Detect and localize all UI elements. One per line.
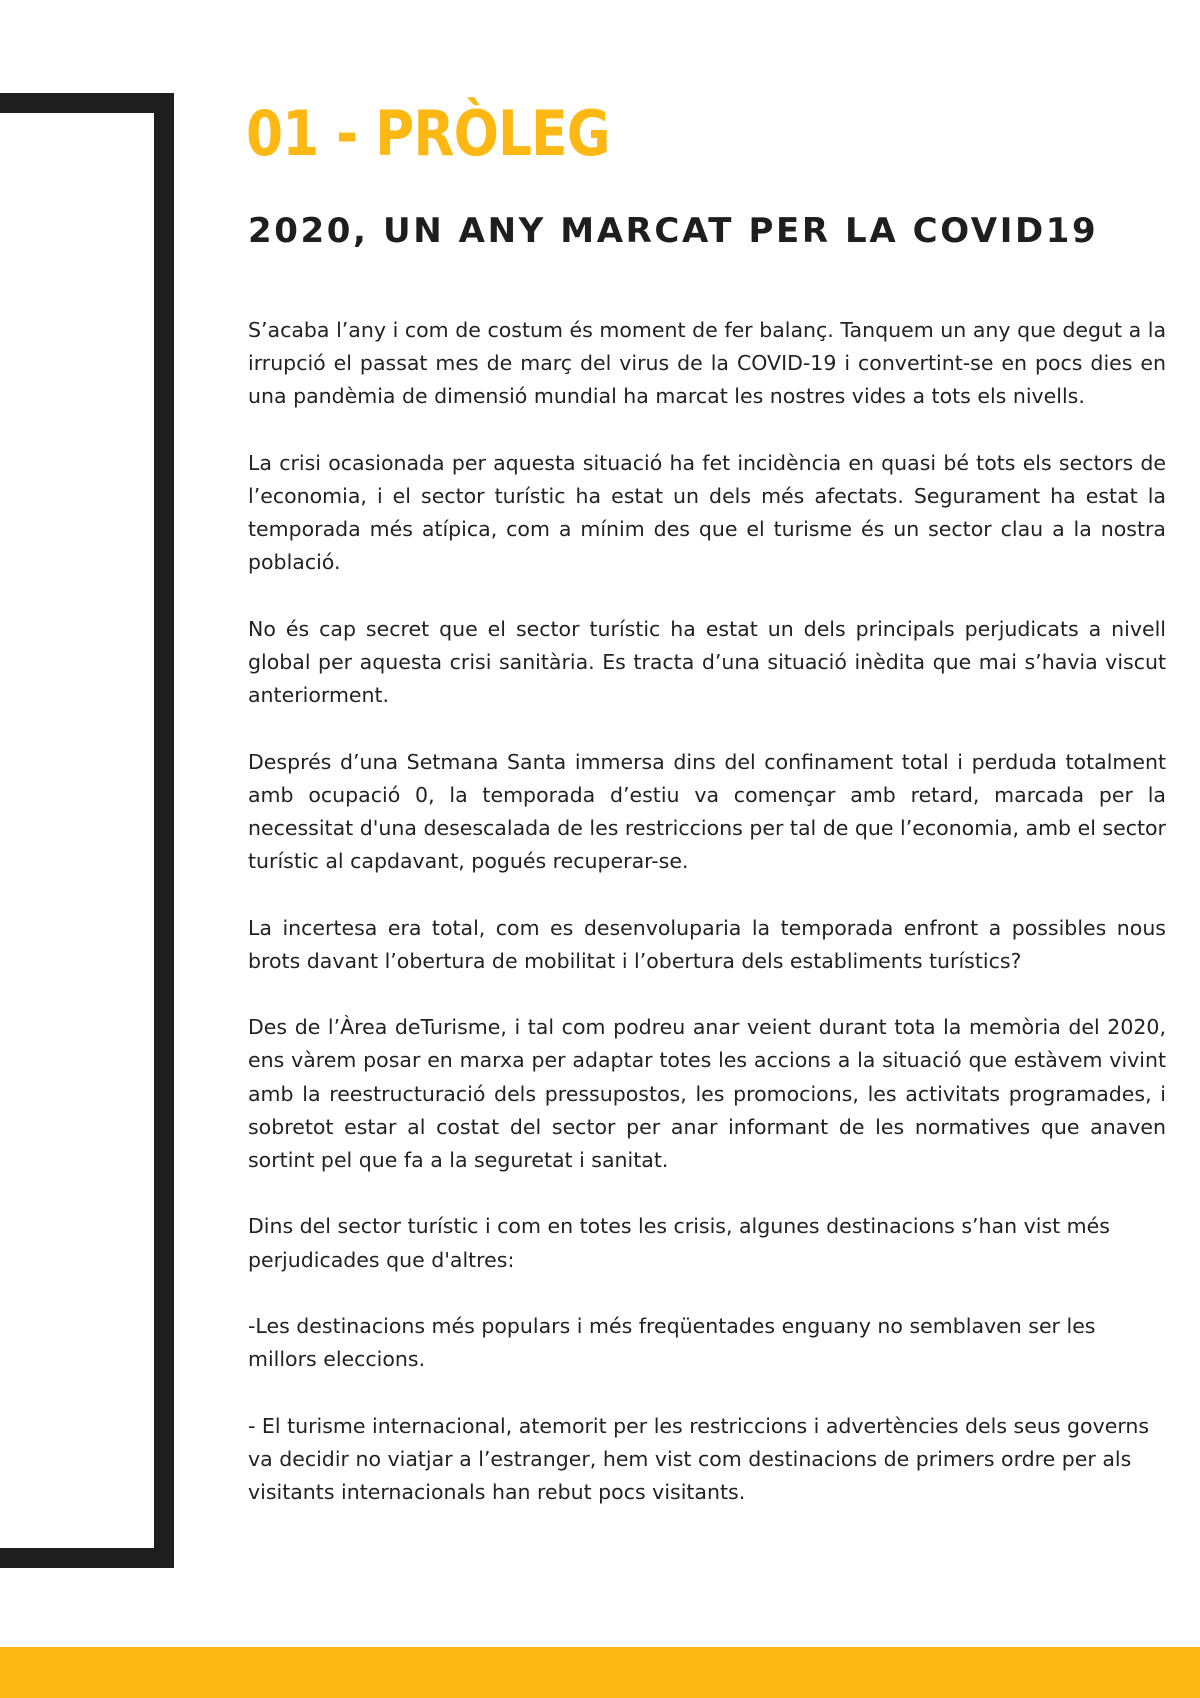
frame-vertical-bar (154, 93, 174, 1568)
paragraph: La crisi ocasionada per aquesta situació ha fet incidència en quasi bé tots els sectors de l’economia, i el sector turístic ha estat un dels més afectats. Segurament ha estat la temporada més atípica, com a mínim des que el turisme és un sector clau a la nostra població. (248, 450, 1166, 575)
section-title: 01 - PRÒLEG (246, 97, 610, 170)
list-item: -Les destinacions més populars i més freqüentades enguany no semblaven ser les millors eleccions. (248, 1313, 1096, 1372)
page-subtitle: 2020, UN ANY MARCAT PER LA COVID19 (248, 211, 1099, 251)
footer-band (0, 1647, 1200, 1698)
paragraph: S’acaba l’any i com de costum és moment de fer balanç. Tanquem un any que degut a la irrupció el passat mes de març del virus de la COVID-19 i convertint-se en pocs dies en una pandèmia de dimensió mundial ha marcat les nostres vides a tots els nivells. (248, 318, 1166, 409)
frame-bottom-bar (0, 1548, 174, 1568)
paragraph: Després d’una Setmana Santa immersa dins del confinament total i perduda totalment amb ocupació 0, la temporada d’estiu va començar amb retard, marcada per la necessitat d'una desescalada de les restriccions per tal de que l’economia, amb el sector turístic al capdavant, pogués recuperar-se. (248, 749, 1166, 874)
paragraph: No és cap secret que el sector turístic ha estat un dels principals perjudicats a nivell global per aquesta crisi sanitària. Es tracta d’una situació inèdita que mai s’havia viscut anteriorment. (248, 616, 1166, 708)
paragraph: Dins del sector turístic i com en totes les crisis, algunes destinacions s’han vist més perjudicades que d'altres: (248, 1214, 1110, 1272)
body-text (248, 314, 1166, 1542)
paragraph: La incertesa era total, com es desenvoluparia la temporada enfront a possibles nous brots davant l’obertura de mobilitat i l’obertura dels establiments turístics? (248, 915, 1166, 973)
list-item: - El turisme internacional, atemorit per les restriccions i advertències dels seus governs va decidir no viatjar a l’estranger, hem vist com destinacions de primers ordre per als visitants internacionals han rebut pocs visitants. (248, 1413, 1150, 1504)
paragraph: Des de l’Àrea deTurisme, i tal com podreu anar veient durant tota la memòria del 2020, ens vàrem posar en marxa per adaptar totes les accions a la situació que estàvem vivint amb la reestructuració dels pressupostos, les promocions, les activitats programades, i sobretot estar al costat del sector per anar informant de les normatives que anaven sortint pel que fa a la seguretat i sanitat. (248, 1015, 1166, 1172)
frame-top-bar (0, 93, 174, 113)
